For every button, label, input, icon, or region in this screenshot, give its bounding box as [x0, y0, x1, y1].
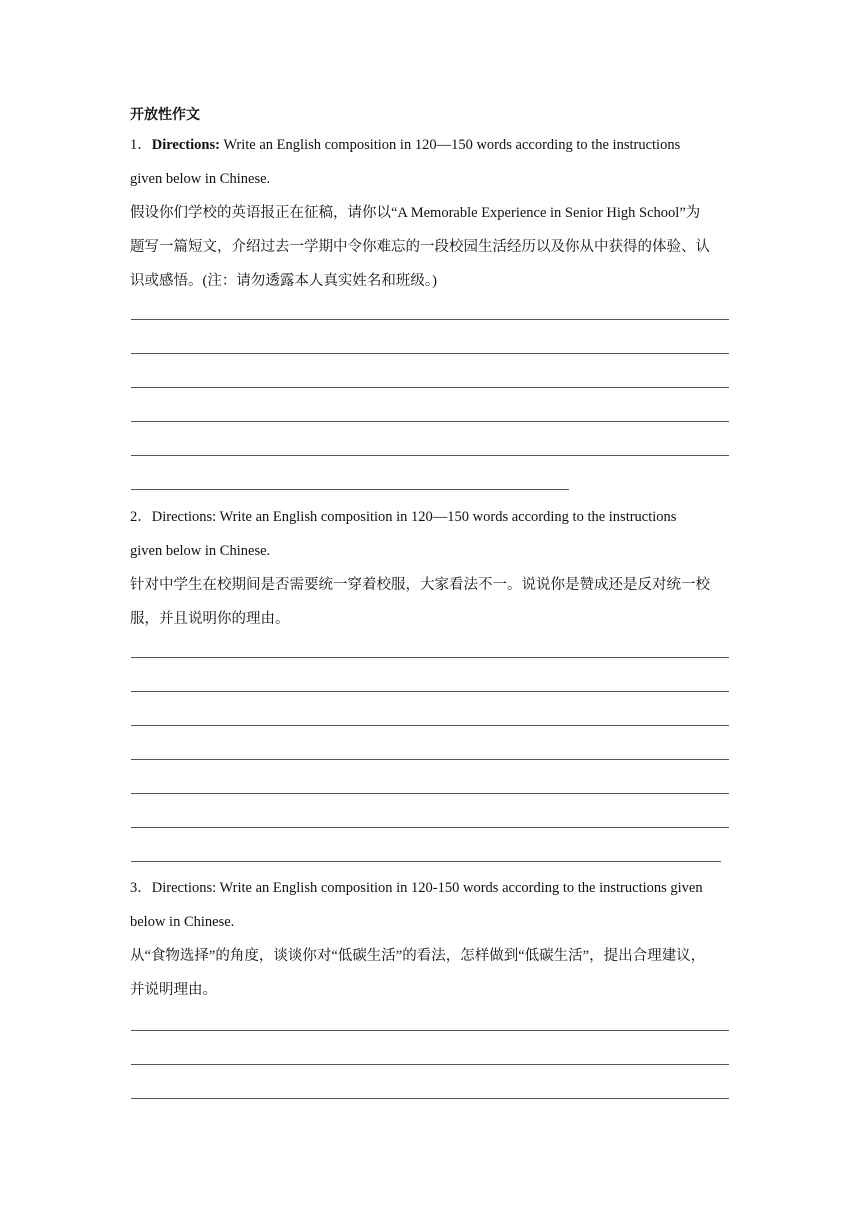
q3-chinese-line1: 从“食物选择”的角度，谈谈你对“低碳生活”的看法，怎样做到“低碳生活”，提出合理建议，: [130, 948, 706, 964]
q2-answer-line[interactable]: [131, 759, 729, 760]
q2-answer-line[interactable]: [131, 861, 721, 862]
q1-answer-line[interactable]: [131, 387, 729, 388]
q2-answer-line[interactable]: [131, 793, 729, 794]
q3-answer-line[interactable]: [131, 1030, 729, 1031]
q1-answer-line[interactable]: [131, 353, 729, 354]
q1-directions-text: Write an English composition in 120—150 words according to the instructions: [219, 137, 681, 153]
q2-chinese-line2: 服，并且说明你的理由。: [130, 611, 290, 627]
q2-directions-line1: 2．Directions: Write an English composition in 120—150 words according to the instructions: [130, 509, 677, 525]
q3-chinese-line2: 并说明理由。: [130, 982, 217, 998]
q2-directions-line2: given below in Chinese.: [130, 543, 271, 559]
q3-directions-line1: 3．Directions: Write an English composition in 120-150 words according to the instructions given: [130, 880, 703, 896]
q2-answer-line[interactable]: [131, 725, 729, 726]
q2-answer-line[interactable]: [131, 691, 729, 692]
q1-directions-line1: [130, 135, 680, 155]
page-title: 开放性作文: [130, 107, 200, 123]
q3-answer-line[interactable]: [131, 1098, 729, 1099]
q2-answer-line[interactable]: [131, 657, 729, 658]
q2-chinese-line1: 针对中学生在校期间是否需要统一穿着校服，大家看法不一。说说你是赞成还是反对统一校: [130, 577, 710, 593]
q1-chinese-line1: 假设你们学校的英语报正在征稿，请你以“A Memorable Experience in Senior High School”为: [130, 205, 701, 221]
q1-directions-label: Directions:: [151, 137, 220, 153]
q3-answer-line[interactable]: [131, 1064, 729, 1065]
q3-directions-line2: below in Chinese.: [130, 914, 235, 930]
q1-answer-line[interactable]: [131, 421, 729, 422]
q1-answer-line[interactable]: [131, 489, 569, 490]
q2-answer-line[interactable]: [131, 827, 729, 828]
q1-chinese-line2: 题写一篇短文，介绍过去一学期中令你难忘的一段校园生活经历以及你从中获得的体验、认: [130, 239, 710, 255]
q1-answer-line[interactable]: [131, 455, 729, 456]
q1-chinese-line3: 识或感悟。(注：请勿透露本人真实姓名和班级。): [130, 273, 437, 289]
q1-directions-line2: given below in Chinese.: [130, 171, 271, 187]
q1-number: 1．: [130, 137, 152, 153]
q1-answer-line[interactable]: [131, 319, 729, 320]
